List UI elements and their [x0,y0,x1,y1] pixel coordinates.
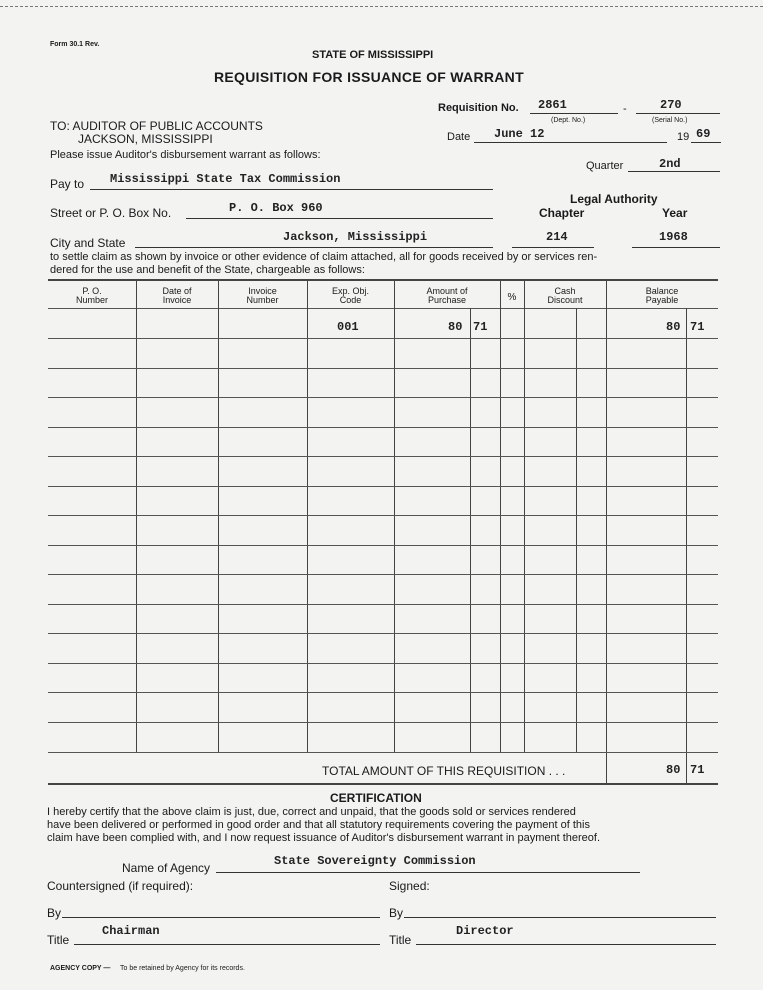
col-header-balance: Balance Payable [645,286,679,305]
quarter-line [628,171,720,172]
serial-no-caption: (Serial No.) [652,117,688,124]
col-divider [606,279,607,784]
row-divider [48,338,718,339]
col-divider [576,308,577,752]
certification-line2: have been delivered or performed in good order and that all statutory requirements covering the payment of this [47,819,590,831]
col-divider [470,308,471,752]
right-title-line [416,944,716,945]
chapter-line [512,247,594,248]
form-number: Form 30.1 Rev. [50,41,100,48]
serial-no-line [636,113,720,114]
left-title-value: Chairman [102,924,160,938]
row-divider [48,692,718,693]
total-dollars: 80 [666,763,681,777]
row-divider [48,427,718,428]
right-by-label: By [389,906,404,920]
date-label: Date [447,131,471,143]
agency-label: Name of Agency [122,861,211,875]
row-divider [48,722,718,723]
table-top-border [48,279,718,281]
settle-text-line1: to settle claim as shown by invoice or other evidence of claim attached, all for goods received by or services ren- [50,251,598,263]
city-label: City and State [50,236,126,250]
col-header-po: P. O. Number [75,286,108,305]
legal-year-value: 1968 [659,230,688,244]
row-divider [48,574,718,575]
agency-value: State Sovereignty Commission [274,854,476,868]
row-divider [48,545,718,546]
left-by-label: By [47,906,62,920]
row1-balance-cents: 71 [690,320,705,334]
row-divider [48,752,718,753]
row-divider [48,456,718,457]
footer-copy-note: To be retained by Agency for its records. [120,965,245,972]
form-title: REQUISITION FOR ISSUANCE OF WARRANT [214,69,524,85]
table-header-border [48,308,718,309]
row1-balance-dollars: 80 [666,320,681,334]
right-by-line [404,917,716,918]
street-label: Street or P. O. Box No. [50,206,172,220]
certification-line3: claim have been complied with, and I now request issuance of Auditor's disbursement warrant in payment thereof. [47,832,601,844]
footer-copy-label: AGENCY COPY — [50,965,111,972]
quarter-value: 2nd [659,157,681,171]
total-label: TOTAL AMOUNT OF THIS REQUISITION . . . [322,764,566,778]
col-header-cash-discount: Cash Discount [547,286,583,305]
row-divider [48,633,718,634]
row-divider [48,486,718,487]
row-divider [48,368,718,369]
top-edge [0,6,763,7]
city-value: Jackson, Mississippi [283,230,428,244]
dept-no-value: 2861 [538,98,567,112]
chapter-value: 214 [546,230,568,244]
signed-label: Signed: [389,879,430,893]
to-line2: JACKSON, MISSISSIPPI [78,132,213,146]
col-header-percent: % [507,292,517,303]
instruction-text: Please issue Auditor's disbursement warrant as follows: [50,149,321,161]
settle-text-line2: dered for the use and benefit of the State, chargeable as follows: [50,264,365,276]
countersigned-label: Countersigned (if required): [47,879,194,893]
year-value: 69 [696,127,711,141]
col-header-exp-code: Exp. Obj. Code [331,286,369,305]
dept-no-caption: (Dept. No.) [551,117,586,124]
chapter-label: Chapter [539,206,585,220]
left-title-line [74,944,380,945]
table-bottom-border [48,783,718,785]
year-prefix: 19 [677,131,690,143]
requisition-dash: - [623,103,627,115]
col-header-invoice: Invoice Number [246,286,279,305]
dept-no-line [530,113,618,114]
left-title-label: Title [47,933,70,947]
legal-year-label: Year [662,206,688,220]
requisition-label: Requisition No. [438,102,519,114]
city-line [135,247,493,248]
certification-line1: I hereby certify that the above claim is just, due, correct and unpaid, that the goods sold or services rendered [47,806,576,818]
total-cents: 71 [690,763,705,777]
pay-to-value: Mississippi State Tax Commission [110,172,341,186]
left-by-line [62,917,380,918]
date-line [474,142,667,143]
state-heading: STATE OF MISSISSIPPI [312,49,434,61]
agency-line [216,872,640,873]
row1-exp-code: 001 [337,320,359,334]
pay-to-label: Pay to [50,177,85,191]
col-header-amount: Amount of Purchase [426,286,468,305]
col-divider [686,308,687,784]
row-divider [48,515,718,516]
right-title-value: Director [456,924,514,938]
quarter-label: Quarter [586,160,624,172]
pay-to-line [90,189,493,190]
legal-year-line [632,247,720,248]
date-value: June 12 [494,127,545,141]
row1-amount-dollars: 80 [448,320,463,334]
legal-authority-heading: Legal Authority [570,192,658,206]
street-line [186,218,493,219]
right-title-label: Title [389,933,412,947]
row1-amount-cents: 71 [473,320,488,334]
row-divider [48,397,718,398]
row-divider [48,663,718,664]
certification-heading: CERTIFICATION [330,791,422,805]
row-divider [48,604,718,605]
year-line [691,142,721,143]
serial-no-value: 270 [660,98,682,112]
to-line1: TO: AUDITOR OF PUBLIC ACCOUNTS [50,119,263,133]
col-header-date: Date of Invoice [162,286,192,305]
street-value: P. O. Box 960 [229,201,323,215]
